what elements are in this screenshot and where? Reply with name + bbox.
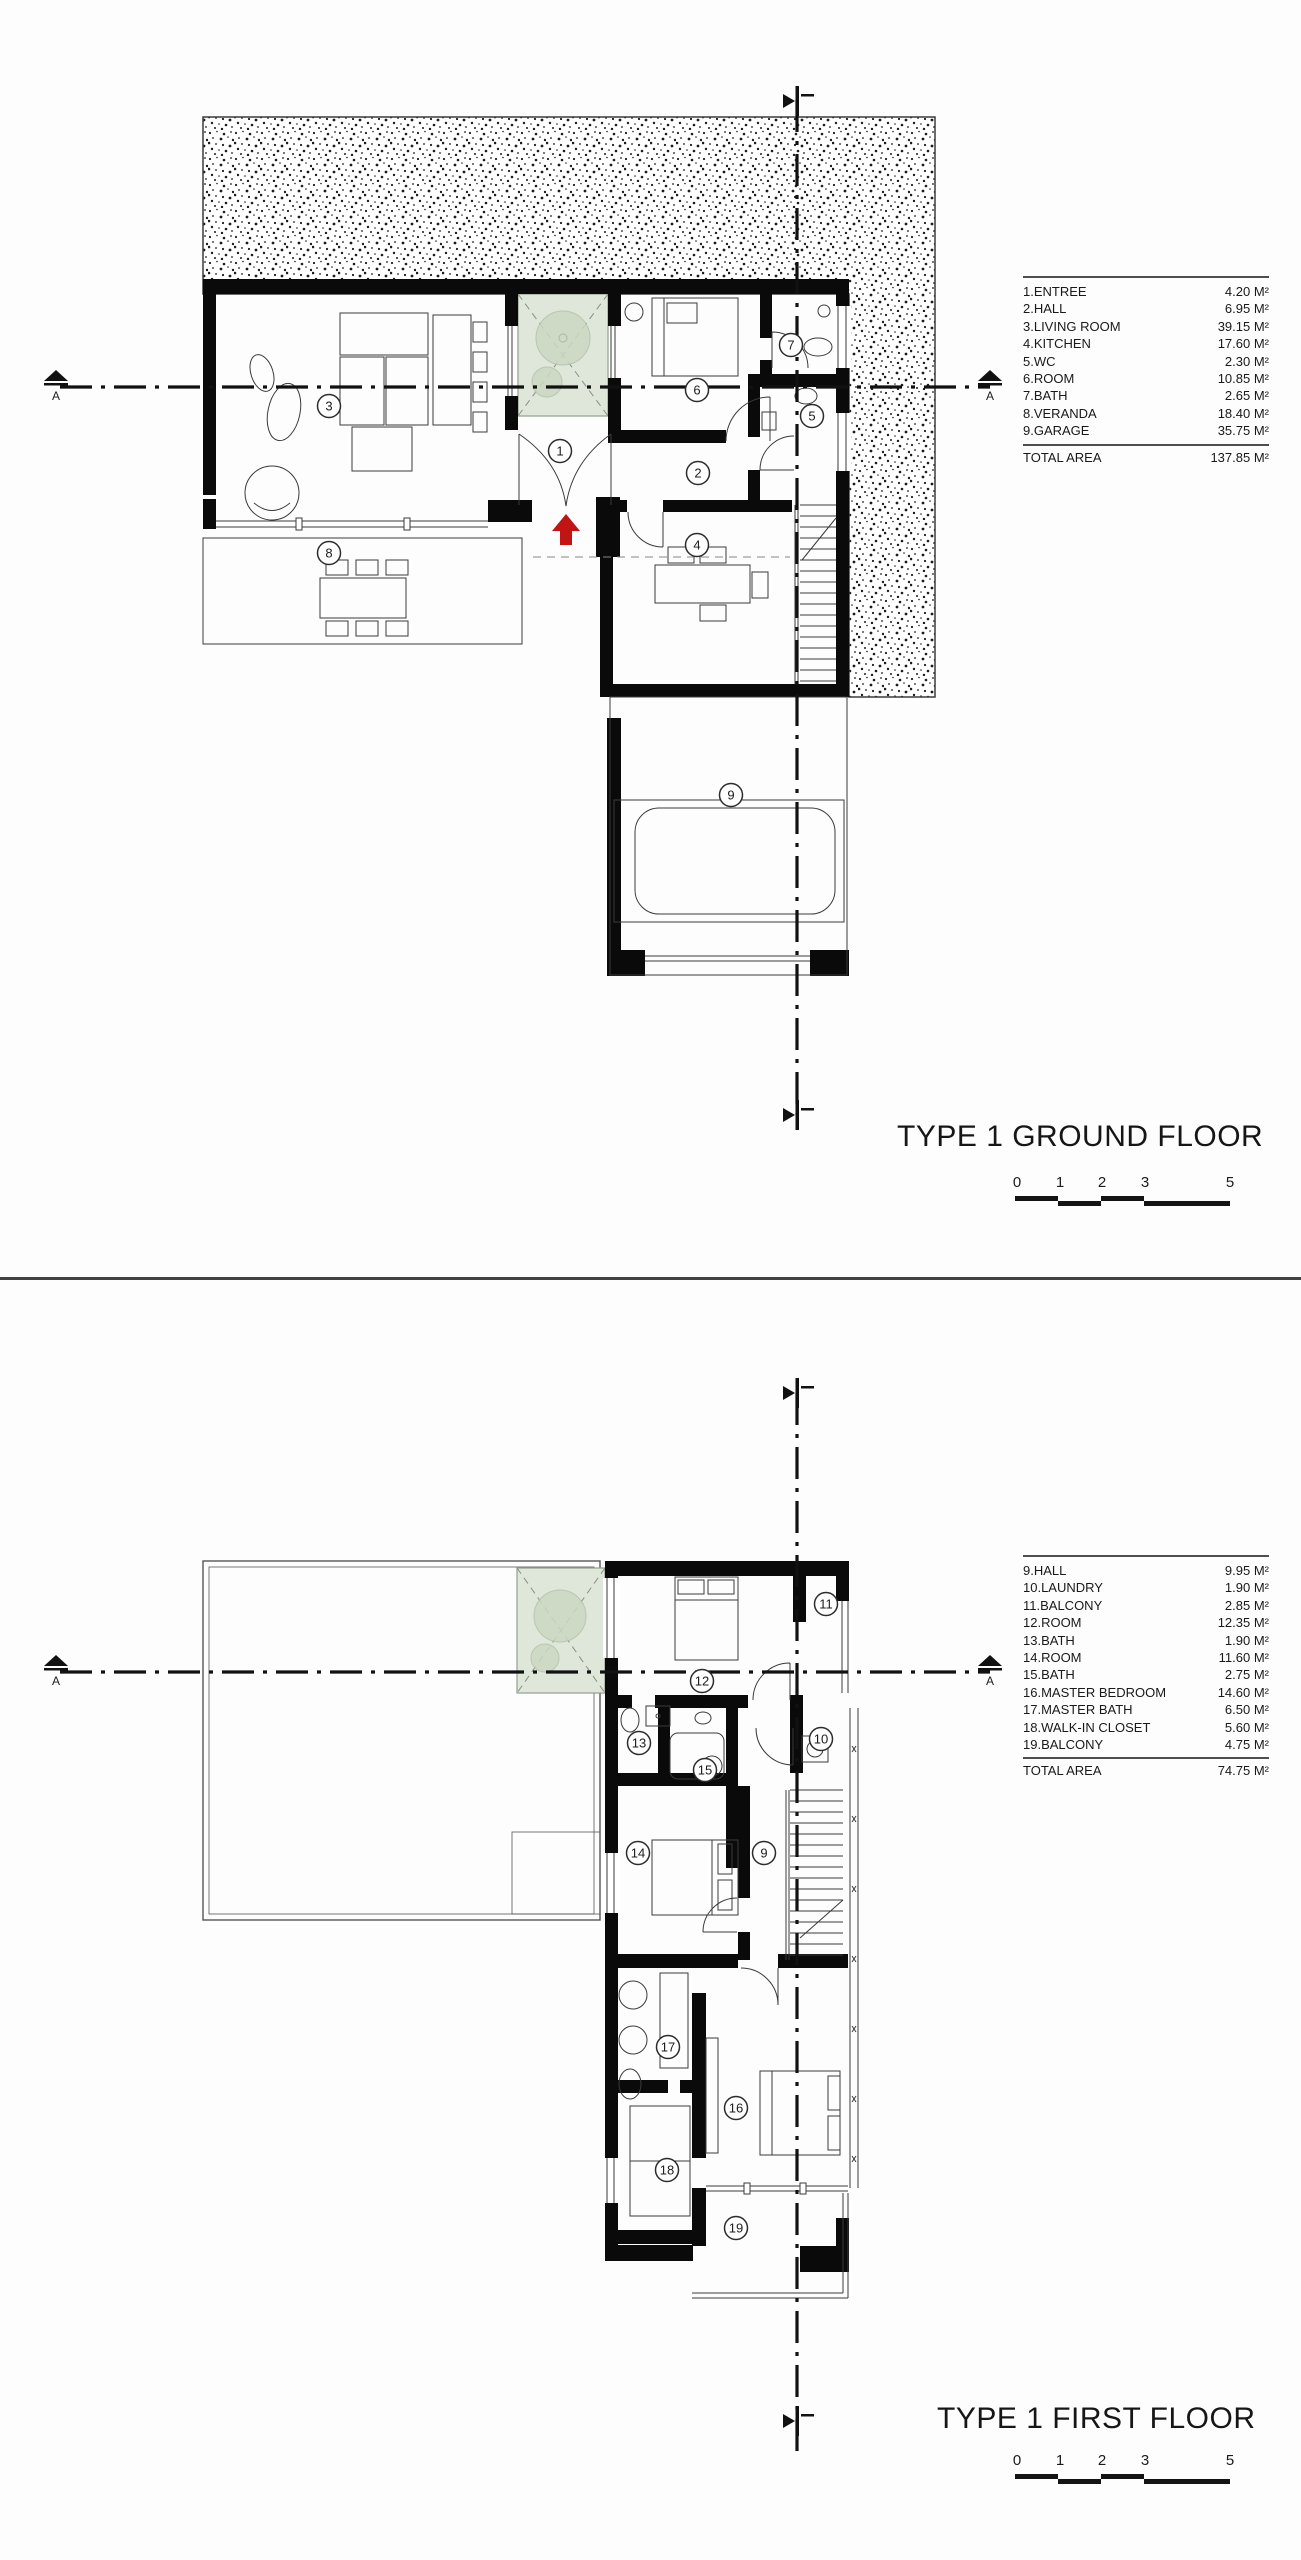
room-label <box>815 1593 838 1616</box>
legend-row: 15.BATH 2.75 M² <box>1023 1667 1269 1683</box>
legend-total-row: TOTAL AREA 74.75 M² <box>1023 1763 1269 1779</box>
legend-row: 1.ENTREE 4.20 M² <box>1023 284 1269 299</box>
legend-row: 5.WC 2.30 M² <box>1023 353 1269 369</box>
svg-text:18: 18 <box>659 2162 675 2178</box>
room-label <box>725 2217 748 2240</box>
bed-room12 <box>675 1577 738 1660</box>
scale-tick: 1 <box>1055 1174 1065 1191</box>
room-label <box>657 2036 680 2059</box>
svg-text:7: 7 <box>787 337 795 353</box>
wc5-fixtures <box>760 388 817 470</box>
veranda <box>203 538 522 644</box>
legend-row: 9.HALL 9.95 M² <box>1023 1563 1269 1578</box>
svg-text:11: 11 <box>819 1596 833 1612</box>
legend-row: 13.BATH 1.90 M² <box>1023 1632 1269 1648</box>
first-floor-title: TYPE 1 FIRST FLOOR <box>937 2402 1256 2435</box>
plant <box>532 367 562 397</box>
first-floor-scalebar <box>1012 2452 1236 2490</box>
scale-tick: 3 <box>1140 1174 1150 1191</box>
armchair <box>245 466 299 520</box>
first-floor-plan <box>0 1278 1301 2560</box>
section-cut-marker-bottom <box>783 2406 814 2436</box>
section-cut-marker-top <box>783 1378 814 1408</box>
room-label <box>318 395 341 418</box>
room-label <box>628 1732 651 1755</box>
stairs-first <box>786 1790 843 1960</box>
dining-set <box>433 315 487 432</box>
bed-room6 <box>625 298 738 376</box>
room-label <box>549 440 572 463</box>
legend-row: 9.GARAGE 35.75 M² <box>1023 423 1269 439</box>
svg-text:13: 13 <box>631 1735 647 1751</box>
car <box>635 808 835 914</box>
bath7-fixtures <box>772 305 832 368</box>
svg-text:19: 19 <box>728 2220 744 2236</box>
bed-room14 <box>652 1840 738 1915</box>
room-label <box>686 379 709 402</box>
svg-text:2: 2 <box>694 465 702 481</box>
walls <box>605 1561 849 2272</box>
legend-row: 19.BALCONY 4.75 M² <box>1023 1737 1269 1753</box>
lightwell-patio <box>517 1568 605 1693</box>
room-label <box>694 1759 717 1782</box>
svg-text:16: 16 <box>728 2100 744 2116</box>
legend-row: 8.VERANDA 18.40 M² <box>1023 405 1269 421</box>
svg-text:15: 15 <box>697 1762 713 1778</box>
room-label <box>656 2159 679 2182</box>
svg-text:3: 3 <box>325 398 333 414</box>
section-cut-marker-top <box>783 86 814 116</box>
svg-text:6: 6 <box>693 382 701 398</box>
legend-row: 4.KITCHEN 17.60 M² <box>1023 336 1269 352</box>
svg-text:4: 4 <box>693 537 701 553</box>
room-label <box>753 1842 776 1865</box>
svg-text:10: 10 <box>813 1731 829 1747</box>
plant <box>534 1590 586 1642</box>
legend-row: 10.LAUNDRY 1.90 M² <box>1023 1580 1269 1596</box>
room-label <box>627 1842 650 1865</box>
bed-room16 <box>760 2071 840 2155</box>
legend-total-row: TOTAL AREA 137.85 M² <box>1023 449 1269 465</box>
room-label <box>720 784 743 807</box>
nightstand <box>625 303 643 321</box>
scale-tick: 0 <box>1012 1174 1022 1191</box>
garage <box>610 697 847 975</box>
legend-row: 12.ROOM 12.35 M² <box>1023 1615 1269 1631</box>
section-letter: A <box>51 1674 61 1688</box>
room-label <box>810 1728 833 1751</box>
plant <box>531 1644 559 1672</box>
legend-row: 3.LIVING ROOM 39.15 M² <box>1023 318 1269 334</box>
plant <box>536 311 590 365</box>
ground-floor-scalebar <box>1012 1174 1236 1212</box>
section-letter: A <box>51 389 61 403</box>
room-label <box>780 334 803 357</box>
entrance-arrow <box>552 514 580 545</box>
section-letter: A <box>985 389 995 403</box>
section-cut-marker-bottom <box>783 1100 814 1130</box>
legend-row: 14.ROOM 11.60 M² <box>1023 1650 1269 1666</box>
room-label <box>686 534 709 557</box>
room-labels-first <box>627 1593 838 2240</box>
svg-text:8: 8 <box>325 545 333 561</box>
scale-tick: 0 <box>1012 2452 1022 2469</box>
legend-row: 6.ROOM 10.85 M² <box>1023 371 1269 387</box>
legend-row: 18.WALK-IN CLOSET 5.60 M² <box>1023 1719 1269 1735</box>
svg-text:9: 9 <box>727 787 735 803</box>
room-label <box>687 462 710 485</box>
section-letter: A <box>985 1674 995 1688</box>
svg-text:1: 1 <box>556 443 564 459</box>
room-label <box>691 1670 714 1693</box>
kitchen-table <box>655 547 768 621</box>
sofa-group <box>245 313 428 520</box>
ground-floor-plan <box>0 0 1301 1278</box>
legend-row: 17.MASTER BATH 6.50 M² <box>1023 1702 1269 1718</box>
scale-tick: 2 <box>1097 1174 1107 1191</box>
room-label <box>801 405 824 428</box>
stairs-ground <box>795 505 836 684</box>
svg-text:9: 9 <box>760 1845 768 1861</box>
room-label <box>725 2097 748 2120</box>
legend-row: 16.MASTER BEDROOM 14.60 M² <box>1023 1684 1269 1700</box>
ground-floor-legend <box>1023 276 1269 466</box>
first-floor-legend <box>1023 1555 1269 1780</box>
entrance-patio <box>518 294 608 416</box>
svg-text:12: 12 <box>694 1673 710 1689</box>
ground-floor-title: TYPE 1 GROUND FLOOR <box>897 1120 1264 1153</box>
svg-text:17: 17 <box>660 2039 676 2055</box>
legend-row: 7.BATH 2.65 M² <box>1023 388 1269 404</box>
svg-text:14: 14 <box>630 1845 646 1861</box>
svg-text:5: 5 <box>808 408 816 424</box>
chaise <box>262 380 305 443</box>
legend-row: 11.BALCONY 2.85 M² <box>1023 1597 1269 1613</box>
scale-tick: 3 <box>1140 2452 1150 2469</box>
scale-tick: 1 <box>1055 2452 1065 2469</box>
veranda-table <box>320 578 406 618</box>
room-label <box>318 542 341 565</box>
scale-tick: 5 <box>1225 2452 1235 2469</box>
scale-tick: 5 <box>1225 1174 1235 1191</box>
scale-tick: 2 <box>1097 2452 1107 2469</box>
legend-row: 2.HALL 6.95 M² <box>1023 301 1269 317</box>
